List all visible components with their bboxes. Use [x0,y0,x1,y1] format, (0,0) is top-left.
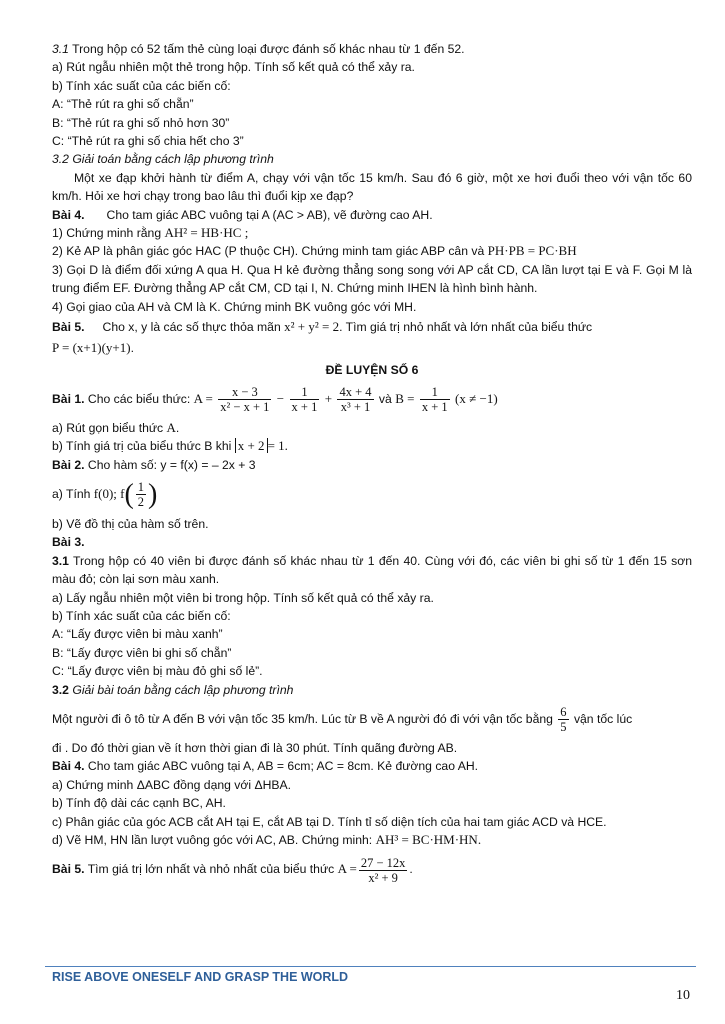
bai4-q1-text: 1) Chứng minh rằng [52,226,162,241]
six-fifths-frac [558,705,568,734]
bai2-qa-math: f(0); f [93,486,125,502]
qa-end: . [175,420,180,435]
de6-bai5-end: . [409,862,413,877]
qb-abs: x + 2 [235,438,268,453]
s31-text: Trong hộp có 52 tấm thẻ cùng loại được đánh số khác nhau từ 1 đến 52. [68,42,465,56]
half-den: 2 [137,495,145,510]
bai5-cond: x² + y² = 2 [284,319,340,335]
de6-bai3-a: a) Lấy ngẫu nhiên một viên bi trong hộp. Tính số kết quả có thể xảy ra. [52,590,434,605]
qb-end: = 1. [267,438,288,454]
de6-bai4-label: Bài 4. [52,759,85,774]
bai2-qa-text: a) Tính [52,487,91,502]
de6-bai5-frac [359,856,408,885]
de6-bai1-a-lhs: A = [193,390,213,406]
de6-bai1-cond: (x ≠ −1) [455,390,498,406]
s31-event-b: B: “Thẻ rút ra ghi số nhỏ hơn 30” [52,115,230,130]
de6-bai1-qb [52,437,692,455]
de6-bai1-frac2 [290,385,320,414]
qa-text: a) Rút gọn biểu thức [52,420,164,435]
document-body [52,40,692,889]
de6-bai5 [52,849,692,889]
footer-divider [45,966,696,967]
s31-line [52,40,692,58]
bai5-text1: Cho x, y là các số thực thỏa mãn [102,320,281,335]
s31-a: a) Rút ngẫu nhiên một thẻ trong hộp. Tính số kết quả có thể xảy ra. [52,60,415,75]
bai5-header [52,318,692,336]
bai5-frac-num: 27 − 12x [360,855,406,870]
qb-text: b) Tính giá trị của biểu thức B khi [52,439,232,454]
footer-motto: RISE ABOVE ONESELF AND GRASP THE WORLD [52,970,349,984]
s32-heading: 3.2 Giải toán bằng cách lập phương trình [52,152,274,167]
de6-bai3-s32 [52,681,692,699]
bai5-expr: P = (x+1)(y+1) [52,339,131,355]
bai4-q1-math: AH² = HB·HC ; [164,225,249,241]
de6-bai1-frac4 [420,385,450,414]
de6-bai1-frac3 [337,385,373,414]
bai4-q1 [52,224,692,242]
s31-b: b) Tính xác suất của các biến cố: [52,78,231,93]
frac2-den: x + 1 [291,400,318,415]
de6-bai3-s31 [52,552,692,589]
bai3-p1-end: vận tốc lúc [573,711,633,726]
bai5-expr-line [52,337,692,359]
de6-bai5-label: Bài 5. [52,862,85,877]
bai3-s32-text: Giải bài toán bằng cách lập phương trình [68,682,294,697]
bai4-header [52,206,692,224]
de6-bai4-header [52,757,692,775]
de6-bai1 [52,379,692,419]
s31-event-c: C: “Thẻ rút ra ghi số chia hết cho 3” [52,134,244,149]
frac2-num: 1 [290,385,320,400]
s31-num: 3.1 [52,42,69,56]
bai4-label: Bài 4. [52,207,85,222]
bai4-q2-math: PH·PB = PC·BH [487,243,577,259]
bai4-q3: 3) Gọi D là điểm đối xứng A qua H. Qua H kẻ đường thẳng song song với AP cắt CD, CA lần lượt tại E và F. Gọi M là trung điểm EF. Đường thẳng AP cắt CM, CD tại I, N. Chứng minh IHEN là hình bình hành. [52,262,692,296]
left-paren: ( [124,478,134,510]
six-fifths-num: 6 [560,705,567,720]
bai3-s31-text: Trong hộp có 40 viên bi được đánh số khác nhau từ 1 đến 40. Cùng với đó, các viên bi ghi số từ 1 đến 15 sơn màu đỏ; còn lại sơn màu xanh. [52,553,692,587]
de6-bai3-b: b) Tính xác suất của các biến cố: [52,608,231,623]
de6-bai2-qb: b) Vẽ đồ thị của hàm số trên. [52,516,209,531]
de6-bai2-text: Cho hàm số: y = f(x) = – 2x + 3 [84,457,256,472]
s32-problem: Một xe đạp khởi hành từ điểm A, chạy với vận tốc 15 km/h. Sau đó 6 giờ, một xe hơi đuổi theo với vận tốc 60 km/h. Hỏi xe hơi chạy trong bao lâu thì đuổi kịp xe đạp? [52,170,692,204]
minus-sign: − [276,390,285,406]
de6-bai4-qa: a) Chứng minh ΔABC đồng dạng với ΔHBA. [52,777,292,792]
right-paren: ) [148,478,158,510]
de6-bai2-label: Bài 2. [52,457,85,472]
bai4-text: Cho tam giác ABC vuông tại A (AC > AB), vẽ đường cao AH. [106,207,433,222]
bai4-q4: 4) Gọi giao của AH và CM là K. Chứng minh BK vuông góc với MH. [52,299,417,314]
de6-bai2-qa [52,474,692,515]
frac1-num: x − 3 [218,385,271,400]
de6-bai1-text: Cho các biểu thức: [84,391,191,406]
frac3-num: 4x + 4 [339,385,372,400]
de6-bai4-text: Cho tam giác ABC vuông tại A, AB = 6cm; AC = 8cm. Kẻ đường cao AH. [84,759,479,774]
de6-bai3-event-a: A: “Lấy được viên bi màu xanh” [52,627,223,642]
bai4-q2 [52,242,692,260]
frac3-den: x³ + 1 [340,400,371,415]
frac4-num: 1 [420,385,450,400]
de6-bai3-p2: đi . Do đó thời gian về ít hơn thời gian đi là 30 phút. Tính quãng đường AB. [52,740,458,755]
de6-bai1-qa [52,419,692,437]
de6-bai3-label: Bài 3. [52,535,85,550]
frac1-den: x² − x + 1 [220,400,270,415]
de6-bai1-label: Bài 1. [52,391,85,406]
six-fifths-den: 5 [560,720,567,735]
bai3-s32-num: 3.2 [52,682,69,697]
bai5-text2: . Tìm giá trị nhỏ nhất và lớn nhất của biểu thức [339,320,593,335]
de6-bai3-event-c: C: “Lấy được viên bị màu đỏ ghi số lẻ”. [52,664,263,679]
page-number: 10 [676,988,690,1003]
de6-bai4-qb: b) Tính độ dài các cạnh BC, AH. [52,796,226,811]
s31-event-a: A: “Thẻ rút ra ghi số chẵn” [52,97,194,112]
and-word: và [378,391,392,406]
bai4-qd-text: d) Vẽ HM, HN lần lượt vuông góc với AC, AB. Chứng minh: [52,833,373,847]
de6-bai2-header [52,456,692,474]
bai5-end: . [130,340,134,355]
de6-bai4-qc: c) Phân giác của góc ACB cắt AH tại E, cắt AB tại D. Tính tỉ số diện tích của hai tam giác ACD và HCE. [52,814,607,829]
de6-bai5-lhs: A = [337,861,357,877]
de6-bai5-text: Tìm giá trị lớn nhất và nhỏ nhất của biểu thức [84,862,335,877]
bai5-label: Bài 5. [52,320,85,335]
de6-bai1-b-lhs: B = [395,390,415,406]
bai4-qd-math: AH³ = BC·HM·HN. [375,832,482,847]
de6-title: ĐỀ LUYỆN SỐ 6 [325,362,419,377]
de6-bai1-frac1 [218,385,271,414]
bai3-s31-num: 3.1 [52,553,69,568]
half-frac [136,480,146,509]
bai3-p1-text: Một người đi ô tô từ A đến B với vận tốc 35 km/h. Lúc từ B về A người đó đi với vận tốc bằng [52,711,553,726]
bai5-frac-den: x² + 9 [368,870,398,885]
de6-bai4-qd [52,831,692,849]
qa-math: A [166,419,176,435]
frac4-den: x + 1 [421,400,448,415]
bai4-q2-text: 2) Kẻ AP là phân giác góc HAC (P thuộc CH). Chứng minh tam giác ABP cân và [52,244,485,259]
de6-bai3-p1 [52,699,692,739]
half-num: 1 [137,480,145,495]
de6-bai3-event-b: B: “Lấy được viên bi ghi số chẵn” [52,645,232,660]
plus-sign: + [324,390,333,406]
